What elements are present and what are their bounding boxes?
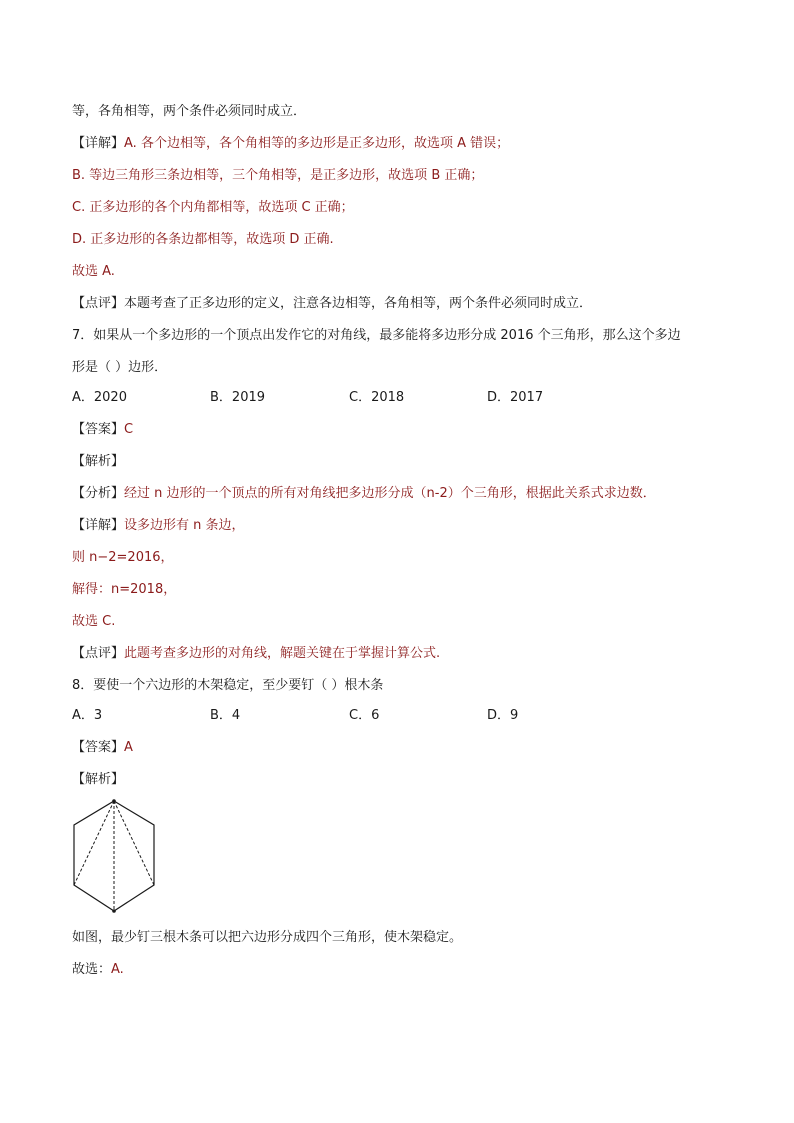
detail-text: A. 各个边相等，各个角相等的多边形是正多边形，故选项 A 错误； <box>124 136 510 151</box>
q7-comment-tag: 【点评】 <box>72 646 125 661</box>
q8-choice-line <box>72 961 734 979</box>
q8-choice-value: A. <box>111 962 124 977</box>
q8-option-c: C．6 <box>349 708 380 723</box>
comment-tag: 【点评】 <box>72 296 125 311</box>
q7-equation-2: 解得：n=2018， <box>72 582 177 597</box>
q7-comment-line <box>72 645 734 663</box>
q7-options <box>72 389 672 407</box>
q7-analysis-tag: 【解析】 <box>72 454 125 469</box>
q8-stem: 8．要使一个六边形的木架稳定，至少要钉（ ）根木条 <box>72 678 384 693</box>
q8-choice-label: 故选： <box>72 962 112 977</box>
q8-option-a: A．3 <box>72 708 103 723</box>
q7-detail-text: 设多边形有 n 条边， <box>124 518 245 533</box>
q8-analysis-tag: 【解析】 <box>72 772 125 787</box>
q7-fenxi-text: 经过 n 边形的一个顶点的所有对角线把多边形分成（n-2）个三角形，根据此关系式求边数． <box>124 486 656 501</box>
q8-answer-line <box>72 739 734 757</box>
q7-equation-1: 则 n−2=2016， <box>72 550 174 565</box>
q8-option-b: B．4 <box>210 708 241 723</box>
q7-option-b: B．2019 <box>210 390 266 405</box>
q7-comment-text: 此题考查多边形的对角线，解题关键在于掌握计算公式. <box>124 646 441 661</box>
choice-line: 故选 A. <box>72 264 115 279</box>
q7-answer-line <box>72 421 734 439</box>
vertex-dot-bottom <box>112 909 116 913</box>
detail-line <box>72 135 734 153</box>
q7-fenxi-line <box>72 485 734 503</box>
text-line: 等，各角相等，两个条件必须同时成立． <box>72 104 307 119</box>
q7-option-a: A．2020 <box>72 390 127 405</box>
q7-detail-tag: 【详解】 <box>72 518 125 533</box>
q7-answer-value: C <box>124 422 134 437</box>
q8-options <box>72 707 672 725</box>
q7-option-d: D．2017 <box>487 390 544 405</box>
q7-stem-line2: 形是（ ）边形． <box>72 360 168 375</box>
detail-tag: 【详解】 <box>72 136 125 151</box>
option-d-explanation: D. 正多边形的各条边都相等，故选项 D 正确. <box>72 232 334 247</box>
q7-choice: 故选 C. <box>72 614 116 629</box>
option-b-explanation: B. 等边三角形三条边相等，三个角相等，是正多边形，故选项 B 正确； <box>72 168 484 183</box>
vertex-dot-top <box>112 799 116 803</box>
q8-explanation: 如图，最少钉三根木条可以把六边形分成四个三角形，使木架稳定。 <box>72 930 463 945</box>
q7-option-c: C．2018 <box>349 390 405 405</box>
q8-answer-value: A <box>124 740 133 755</box>
q7-detail-line <box>72 517 734 535</box>
q8-answer-tag: 【答案】 <box>72 740 125 755</box>
q7-fenxi-tag: 【分析】 <box>72 486 125 501</box>
comment-text: 本题考查了正多边形的定义，注意各边相等，各角相等，两个条件必须同时成立． <box>124 296 593 311</box>
q7-stem-line1: 7．如果从一个多边形的一个顶点出发作它的对角线，最多能将多边形分成 2016 个三角形，那么这个多边 <box>72 328 681 343</box>
q8-option-d: D．9 <box>487 708 519 723</box>
comment-line <box>72 295 734 313</box>
option-c-explanation: C. 正多边形的各个内角都相等，故选项 C 正确； <box>72 200 354 215</box>
q7-answer-tag: 【答案】 <box>72 422 125 437</box>
hexagon-figure <box>68 798 160 916</box>
